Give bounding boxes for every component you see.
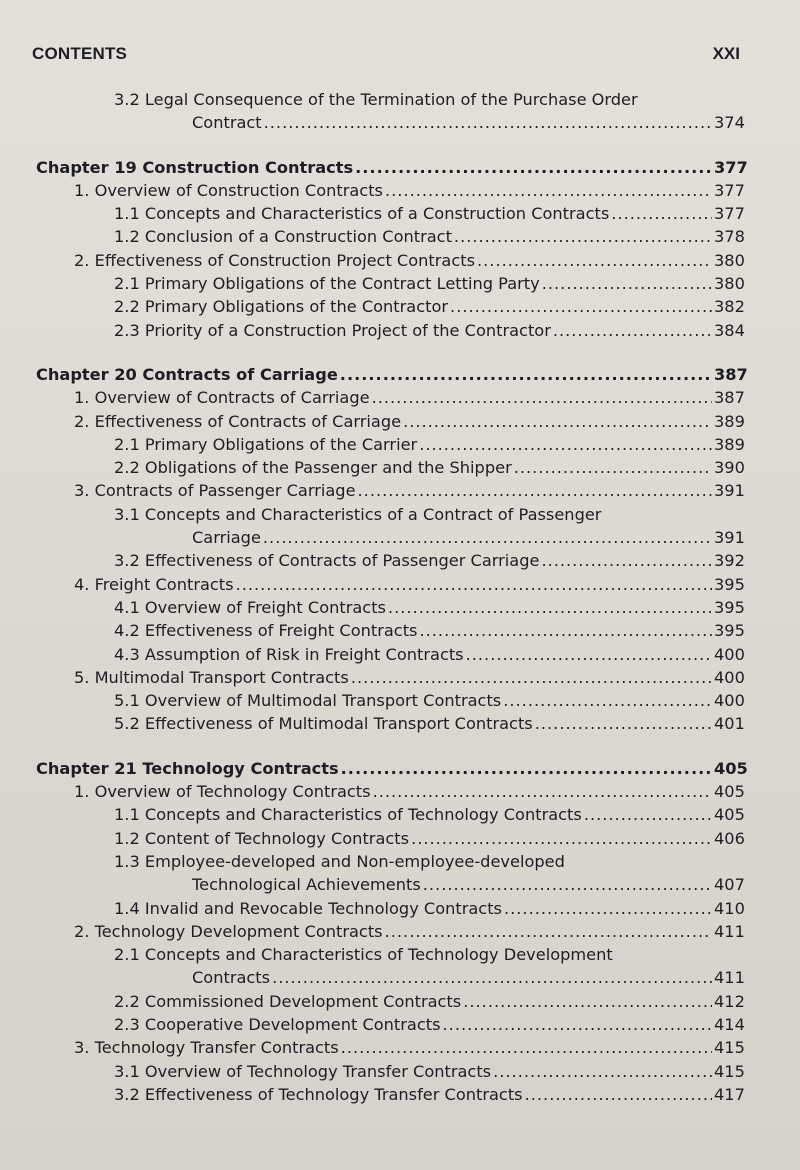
toc-page-number: 395	[714, 597, 745, 617]
toc-entry-title: 3.1 Overview of Technology Transfer Contracts	[114, 1061, 492, 1081]
toc-entry-title: 4.1 Overview of Freight Contracts	[114, 597, 386, 617]
toc-entry	[36, 1036, 744, 1059]
toc-page-number: 387	[714, 364, 748, 384]
toc-entry-title-line1: 2.1 Concepts and Characteristics of Technology Development	[114, 945, 613, 965]
table-of-contents	[36, 88, 748, 1106]
dot-leader	[466, 643, 712, 666]
toc-entry-title: 1. Overview of Construction Contracts	[74, 180, 383, 200]
toc-entry	[36, 295, 744, 318]
toc-entry-title: 2.1 Primary Obligations of the Carrier	[114, 434, 418, 454]
toc-entry	[36, 850, 744, 897]
toc-entry	[36, 479, 744, 502]
toc-entry-title: 1.2 Conclusion of a Construction Contract	[114, 227, 452, 247]
dot-leader	[504, 897, 712, 920]
toc-page-number: 400	[714, 691, 745, 711]
toc-entry	[36, 202, 744, 225]
dot-leader	[493, 1060, 712, 1083]
toc-entry	[36, 503, 744, 550]
toc-entry	[36, 780, 744, 803]
chapter-title: Chapter 19 Construction Contracts	[36, 157, 354, 177]
toc-entry-title: 1.1 Concepts and Characteristics of a Construction Contracts	[114, 204, 610, 224]
toc-page-number: 378	[714, 227, 745, 247]
dot-leader	[423, 873, 712, 896]
toc-entry-title: Contract	[192, 113, 262, 133]
toc-entry	[36, 573, 744, 596]
dot-leader	[525, 1083, 712, 1106]
toc-entry-title: 3.2 Effectiveness of Technology Transfer Contracts	[114, 1084, 523, 1104]
toc-entry-title: 3. Contracts of Passenger Carriage	[74, 481, 356, 501]
toc-page-number: 384	[714, 320, 745, 340]
toc-entry-title: 1.4 Invalid and Revocable Technology Contracts	[114, 898, 502, 918]
toc-page-number: 374	[714, 113, 745, 133]
toc-page-number: 377	[714, 157, 748, 177]
toc-page-number: 380	[714, 274, 745, 294]
toc-entry-title: 2. Effectiveness of Construction Project Contracts	[74, 250, 476, 270]
toc-page-number: 389	[714, 434, 745, 454]
dot-leader	[454, 225, 712, 248]
toc-page-number: 411	[714, 921, 745, 941]
toc-entry	[36, 549, 744, 572]
toc-page-number: 389	[714, 411, 745, 431]
toc-page-number: 400	[714, 644, 745, 664]
toc-page-number: 380	[714, 250, 745, 270]
toc-page-number: 391	[714, 528, 745, 548]
toc-entry	[36, 1013, 744, 1036]
toc-page-number: 405	[714, 805, 745, 825]
dot-leader	[355, 156, 712, 179]
toc-entry-title-line1: 1.3 Employee-developed and Non-employee-developed	[114, 851, 565, 871]
dot-leader	[358, 479, 712, 502]
dot-leader	[450, 295, 712, 318]
toc-entry-title: 2.3 Priority of a Construction Project of the Contractor	[114, 320, 551, 340]
toc-entry-title: Contracts	[192, 968, 271, 988]
dot-leader	[372, 386, 712, 409]
chapter-title: Chapter 20 Contracts of Carriage	[36, 364, 338, 384]
toc-page-number: 411	[714, 968, 745, 988]
toc-entry	[36, 943, 744, 990]
toc-entry	[36, 410, 744, 433]
toc-entry	[36, 433, 744, 456]
dot-leader	[542, 272, 712, 295]
section-heading: CONTENTS	[32, 44, 128, 63]
toc-entry-title: 2.2 Primary Obligations of the Contractor	[114, 297, 449, 317]
toc-entry-title: 1.1 Concepts and Characteristics of Technology Contracts	[114, 805, 582, 825]
toc-page-number: 387	[714, 388, 745, 408]
toc-entry-title: 5.1 Overview of Multimodal Transport Contracts	[114, 691, 502, 711]
dot-leader	[477, 249, 712, 272]
toc-entry	[36, 619, 744, 642]
dot-leader	[503, 689, 712, 712]
dot-leader	[236, 573, 712, 596]
toc-entry	[36, 897, 744, 920]
toc-entry	[36, 272, 744, 295]
dot-leader	[553, 319, 712, 342]
toc-entry-title: 4. Freight Contracts	[74, 574, 234, 594]
toc-entry-title: 3. Technology Transfer Contracts	[74, 1038, 339, 1058]
dot-leader	[385, 179, 712, 202]
toc-page-number: 405	[714, 758, 748, 778]
toc-entry-title: Carriage	[192, 528, 261, 548]
dot-leader	[272, 966, 712, 989]
chapter-heading	[36, 156, 748, 179]
toc-page-number: 407	[714, 875, 745, 895]
dot-leader	[373, 780, 712, 803]
toc-page-number: 400	[714, 667, 745, 687]
toc-entry	[36, 643, 744, 666]
toc-entry-title: 1. Overview of Contracts of Carriage	[74, 388, 370, 408]
dot-leader	[340, 363, 712, 386]
dot-leader	[388, 596, 712, 619]
toc-entry-title-line1: 3.2 Legal Consequence of the Termination of the Purchase Order	[114, 90, 638, 109]
dot-leader	[611, 202, 712, 225]
toc-page-number: 377	[714, 204, 745, 224]
dot-leader	[541, 549, 712, 572]
dot-leader	[351, 666, 712, 689]
toc-page-number: 377	[714, 180, 745, 200]
toc-page-number: 417	[714, 1084, 745, 1104]
toc-entry	[36, 666, 744, 689]
toc-entry	[36, 179, 744, 202]
toc-entry	[36, 319, 744, 342]
toc-entry	[36, 249, 744, 272]
toc-entry-title: 1.2 Content of Technology Contracts	[114, 828, 410, 848]
dot-leader	[385, 920, 712, 943]
toc-entry	[36, 88, 744, 135]
toc-entry	[36, 386, 744, 409]
chapter-heading	[36, 757, 748, 780]
toc-entry-title: 2. Technology Development Contracts	[74, 921, 383, 941]
toc-page-number: 412	[714, 991, 745, 1011]
toc-entry	[36, 225, 744, 248]
toc-entry	[36, 990, 744, 1013]
toc-entry-title: 4.2 Effectiveness of Freight Contracts	[114, 621, 418, 641]
toc-page-number: 401	[714, 714, 745, 734]
toc-entry	[36, 1083, 744, 1106]
toc-page-number: 405	[714, 782, 745, 802]
toc-entry	[36, 456, 744, 479]
toc-page-number: 395	[714, 574, 745, 594]
toc-entry	[36, 596, 744, 619]
toc-entry-title: 2. Effectiveness of Contracts of Carriage	[74, 411, 402, 431]
toc-page-number: 415	[714, 1038, 745, 1058]
dot-leader	[403, 410, 712, 433]
dot-leader	[443, 1013, 712, 1036]
dot-leader	[263, 526, 712, 549]
toc-page-number: 382	[714, 297, 745, 317]
toc-entry	[36, 1060, 744, 1083]
toc-page-number: 410	[714, 898, 745, 918]
dot-leader	[341, 757, 712, 780]
dot-leader	[419, 433, 712, 456]
toc-entry-title: 2.3 Cooperative Development Contracts	[114, 1014, 441, 1034]
toc-entry	[36, 920, 744, 943]
toc-page-number: 414	[714, 1014, 745, 1034]
dot-leader	[535, 712, 712, 735]
toc-entry-title: 2.2 Commissioned Development Contracts	[114, 991, 462, 1011]
chapter-heading	[36, 363, 748, 386]
dot-leader	[341, 1036, 712, 1059]
toc-entry	[36, 689, 744, 712]
toc-entry-title: 2.1 Primary Obligations of the Contract Letting Party	[114, 274, 540, 294]
toc-entry-title: 5. Multimodal Transport Contracts	[74, 667, 349, 687]
dot-leader	[584, 803, 712, 826]
toc-entry-title: 4.3 Assumption of Risk in Freight Contracts	[114, 644, 464, 664]
toc-entry-title: Technological Achievements	[192, 875, 421, 895]
toc-page-number: 406	[714, 828, 745, 848]
toc-page-number: 395	[714, 621, 745, 641]
dot-leader	[419, 619, 712, 642]
toc-page-number: 390	[714, 458, 745, 478]
dot-leader	[411, 827, 712, 850]
toc-entry-title: 1. Overview of Technology Contracts	[74, 782, 371, 802]
toc-entry-title: 5.2 Effectiveness of Multimodal Transport Contracts	[114, 714, 533, 734]
toc-entry	[36, 712, 744, 735]
toc-page-number: 391	[714, 481, 745, 501]
chapter-title: Chapter 21 Technology Contracts	[36, 758, 339, 778]
toc-entry-title: 2.2 Obligations of the Passenger and the Shipper	[114, 458, 512, 478]
toc-page-number: 415	[714, 1061, 745, 1081]
dot-leader	[514, 456, 712, 479]
toc-page-number: 392	[714, 551, 745, 571]
toc-entry	[36, 827, 744, 850]
toc-entry	[36, 803, 744, 826]
dot-leader	[264, 111, 712, 134]
toc-entry-title: 3.2 Effectiveness of Contracts of Passenger Carriage	[114, 551, 540, 571]
running-header	[30, 44, 740, 68]
toc-entry-title-line1: 3.1 Concepts and Characteristics of a Contract of Passenger	[114, 504, 602, 524]
dot-leader	[463, 990, 712, 1013]
page-number-roman: XXI	[712, 44, 740, 63]
